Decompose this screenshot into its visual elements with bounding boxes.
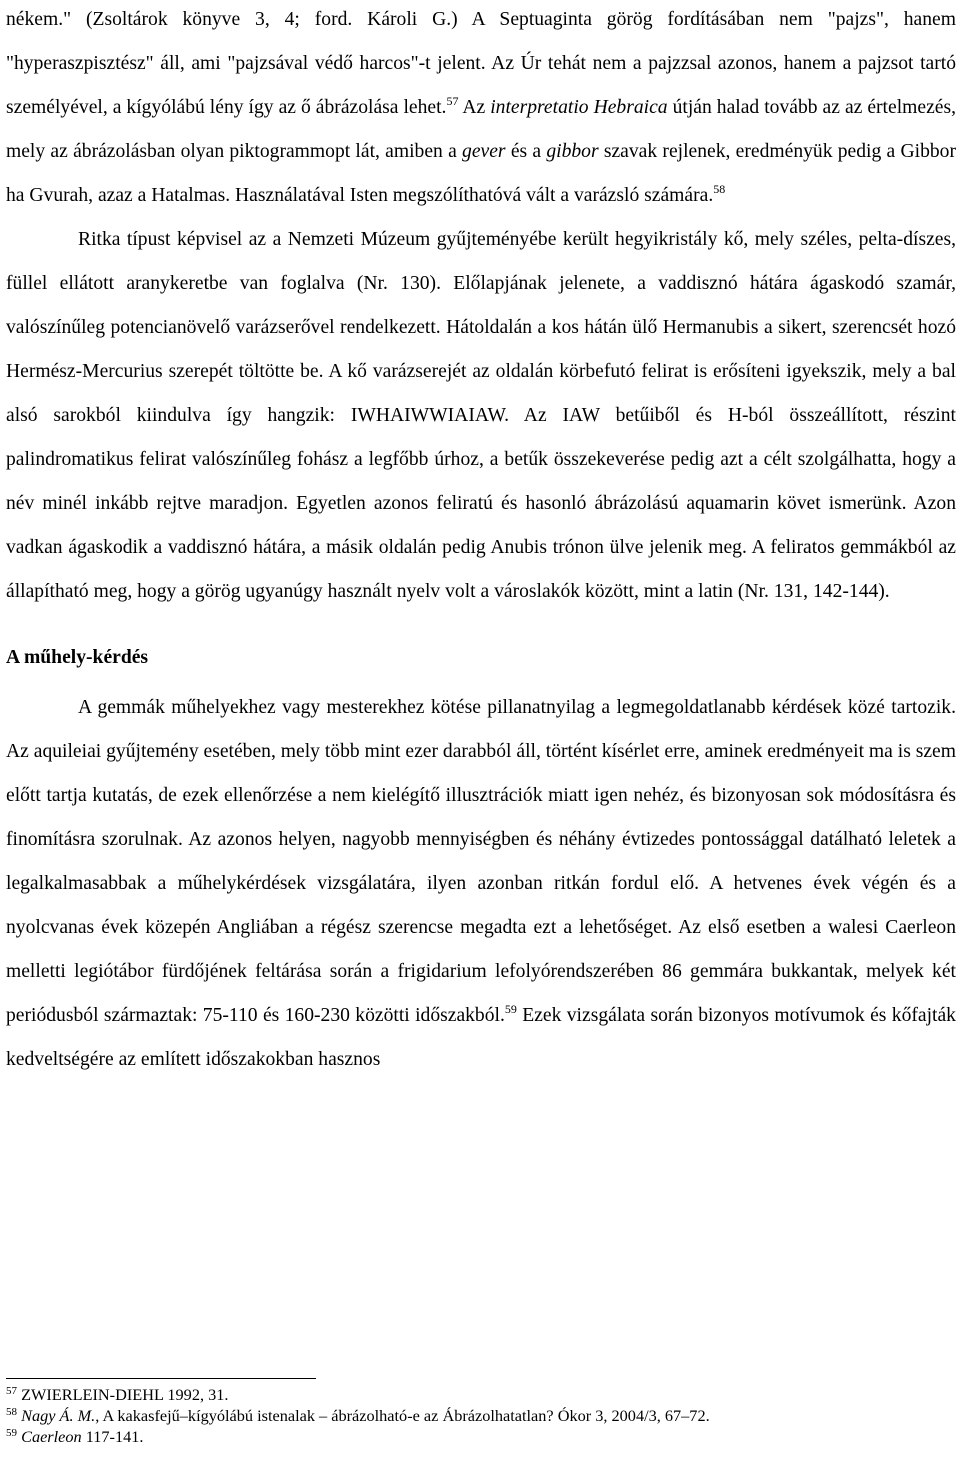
footnotes	[6, 1384, 956, 1447]
term-interpretatio-hebraica: interpretatio Hebraica	[490, 97, 668, 118]
paragraph-3-text-a: A gemmák műhelyekhez vagy mesterekhez kötése pillanatnyilag a legmegoldatlanabb kérdések közé tartozik. Az aquileiai gyűjtemény esetében, mely több mint ezer darabból áll, történt kísérlet erre, aminek eredményeit ma is szem előtt tartja kutatás, de ezek ellenőrzése a nem kielégítő illusztrációk miatt igen nehéz, és bizonyosan sok módosításra és finomításra szorulnak. Az azonos helyen, nagyobb mennyiségben és néhány évtizedes pontossággal datálható leletek a legalkalmasabbak a műhelykérdések vizsgálatára, ilyen azonban ritkán fordul elő. A hetvenes évek végén és a nyolcvanas évek közepén Angliában a régész szerencse megadta ezt a lehetőséget. Az első esetben a walesi Caerleon melletti legiótábor fürdőjének feltárása során a frigidarium lefolyórendszerében 86 gemmára bukkantak, melyek két periódusból származtak: 75-110 és 160-230 közötti időszakból.	[6, 697, 956, 1026]
footnote-58	[6, 1405, 956, 1426]
paragraph-1-text-e: szavak rejlenek, eredményük pedig a Gibbor ha Gvurah, azaz a Hatalmas. Használatával Isten megszólíthatóvá vált a varázsló számára.	[6, 141, 956, 206]
term-gibbor: gibbor	[546, 141, 599, 162]
paragraph-3-text-b: Ezek vizsgálata során bizonyos motívumok és kőfajták kedveltségére az említett időszakokban hasznos	[6, 1005, 956, 1070]
footnote-text: 117-141.	[81, 1427, 144, 1446]
footnote-59	[6, 1426, 956, 1447]
footnote-text: , A kakasfejű–kígyólábú istenalak – ábrázolható-e az Ábrázolhatatlan? Ókor 3, 2004/3, 67–72.	[95, 1406, 710, 1425]
footnote-separator	[6, 1378, 316, 1379]
paragraph-1	[6, 0, 956, 218]
footnote-number: 58	[6, 1406, 17, 1418]
paragraph-1-text-c: útján halad tovább az az értelmezés, mely az ábrázolásban olyan piktogrammopt lát, amiben a	[6, 97, 956, 162]
footnote-author: Caerleon	[21, 1427, 82, 1446]
footnote-number: 57	[6, 1385, 17, 1397]
footnote-ref-58[interactable]: 58	[713, 182, 726, 196]
footnote-number: 59	[6, 1427, 17, 1439]
paragraph-1-text-a: nékem." (Zsoltárok könyve 3, 4; ford. Károli G.) A Septuaginta görög fordításában nem "pajzs", hanem "hyperaszpisztész" áll, ami "pajzsával védő harcos"-t jelent. Az Úr tehát nem a pajzzsal azonos, hanem a pajzsot tartó személyével, a kígyólábú lény így az ő ábrázolása lehet.	[6, 9, 956, 118]
paragraph-3	[6, 686, 956, 1082]
footnote-ref-57[interactable]: 57	[446, 94, 459, 108]
paragraph-2: Ritka típust képvisel az a Nemzeti Múzeum gyűjteményébe került hegyikristály kő, mely széles, pelta-díszes, füllel ellátott aranykeretbe van foglalva (Nr. 130). Előlapjának jelenete, a vaddisznó hátára ágaskodó szamár, valószínűleg potencianövelő varázserővel rendelkezett. Hátoldalán a kos hátán ülő Hermanubis a sikert, szerencsét hozó Hermész-Mercurius szerepét töltötte be. A kő varázserejét az oldalán körbefutó felirat is erősíteni igyekszik, mely a bal alsó sarokból kiindulva így hangzik: IWHAIWWIAIAW. Az IAW betűiből és H-ból összeállított, részint palindromatikus felirat valószínűleg fohász a legfőbb úrhoz, a betűk összekeverése pedig azt a célt szolgálhatta, hogy a név minél inkább rejtve maradjon. Egyetlen azonos feliratú és hasonló ábrázolású aquamarin követ ismerünk. Azon vadkan ágaskodik a vaddisznó hátára, a másik oldalán pedig Anubis trónon ülve jelenik meg. A feliratos gemmákból az állapítható meg, hogy a görög ugyanúgy használt nyelv volt a városlakók között, mint a latin (Nr. 131, 142-144).	[6, 229, 956, 602]
paragraph-1-text-b: Az	[458, 97, 491, 118]
footnote-text: ZWIERLEIN-DIEHL 1992, 31.	[21, 1385, 229, 1404]
term-gever: gever	[462, 141, 506, 162]
section-heading: A műhely-kérdés	[6, 647, 149, 668]
paragraph-1-text-d: és a	[505, 141, 547, 162]
footnote-ref-59[interactable]: 59	[504, 1002, 517, 1016]
footnote-author: Nagy Á. M.	[21, 1406, 96, 1425]
footnote-57	[6, 1384, 956, 1405]
document-page	[6, 0, 956, 1446]
